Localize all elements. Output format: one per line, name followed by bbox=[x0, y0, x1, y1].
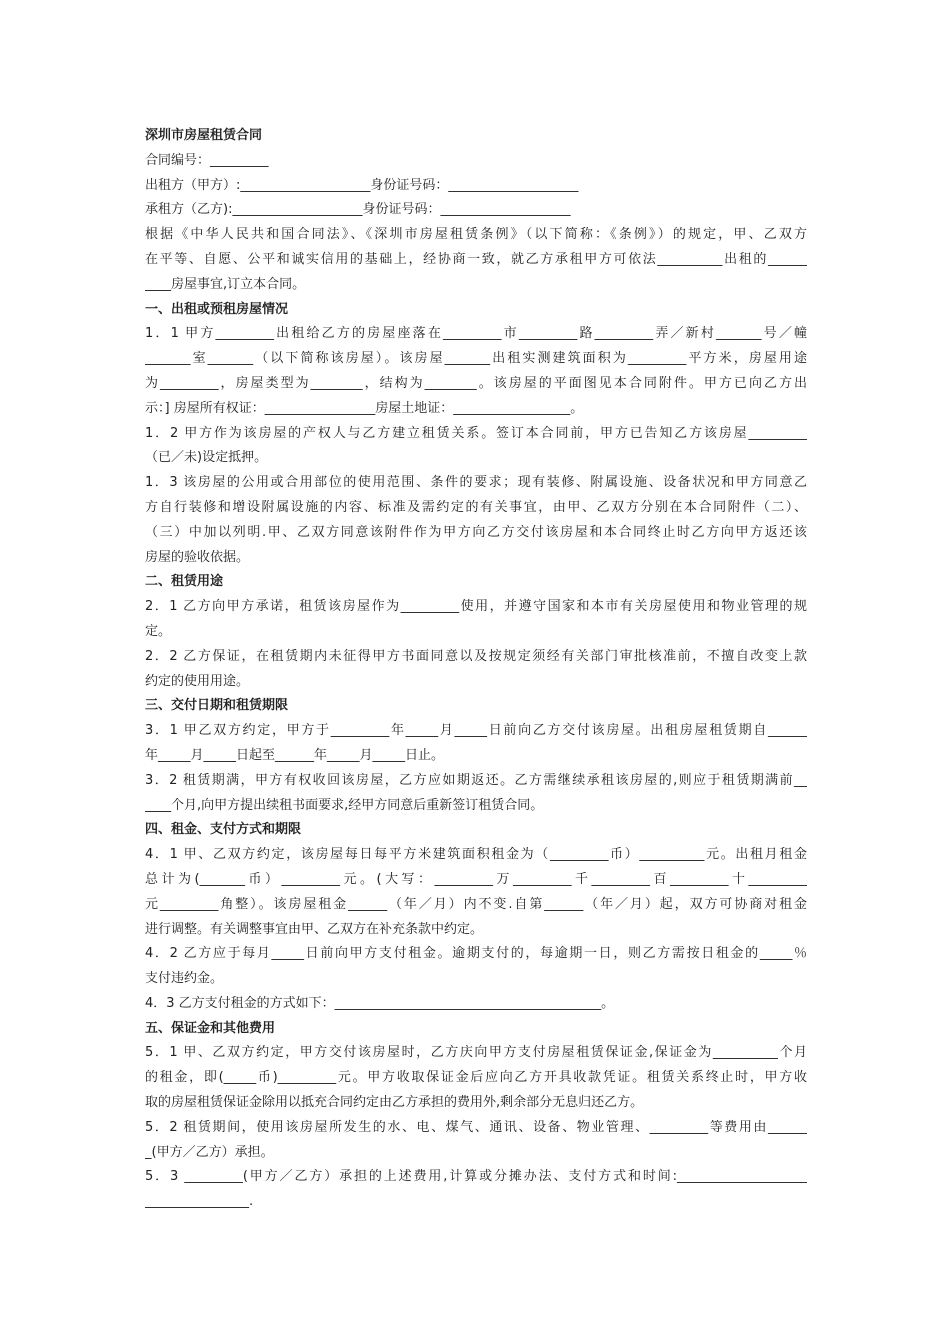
contract-line: 元_________角整）。该房屋租金______（年／月）内不变.自第______（年／月）起，双方可协商对租金 bbox=[145, 896, 807, 912]
contract-line: 总计为(_______币）_________元。(大写：_________万_________千_________百_________十_________ bbox=[145, 871, 807, 887]
contract-line: 4．1 甲、乙双方约定，该房屋每日每平方米建筑面积租金为（_________币）__________元。出租月租金 bbox=[145, 847, 807, 863]
contract-line: 支付违约金。 bbox=[145, 971, 224, 987]
contract-line: 5．3 _________(甲方／乙方）承担的上述费用,计算或分摊办法、支付方式和时间:____________________ bbox=[145, 1169, 807, 1185]
contract-line: 4．2 乙方应于每月_____日前向甲方支付租金。逾期支付的，每逾期一日，则乙方需按日租金的_____％ bbox=[145, 946, 807, 962]
section-heading: 四、租金、支付方式和期限 bbox=[145, 822, 302, 838]
contract-line: 1．3 该房屋的公用或合用部位的使用范围、条件的要求；现有装修、附属设施、设备状况和甲方同意乙 bbox=[145, 475, 807, 491]
contract-line: 出租方（甲方）:____________________身份证号码：____________________ bbox=[145, 177, 579, 193]
contract-page bbox=[145, 124, 807, 1215]
contract-line: 取的房屋租赁保证金除用以抵充合同约定由乙方承担的费用外,剩余部分无息归还乙方。 bbox=[145, 1095, 644, 1111]
contract-body bbox=[145, 149, 807, 1215]
contract-line: 约定的使用用途。 bbox=[145, 673, 250, 689]
contract-line: ________________. bbox=[145, 1194, 254, 1210]
contract-line: ____房屋事宜,订立本合同。 bbox=[145, 276, 306, 292]
contract-line: 根据《中华人民共和国合同法》、《深圳市房屋租赁条例》（以下简称：《条例》）的规定，甲、乙双方 bbox=[145, 227, 807, 243]
contract-line: _(甲方／乙方）承担。 bbox=[145, 1144, 274, 1160]
document-title: 深圳市房屋租赁合同 bbox=[145, 128, 263, 143]
contract-line: 房屋的验收依据。 bbox=[145, 549, 250, 565]
contract-line: 在平等、自愿、公平和诚实信用的基础上，经协商一致，就乙方承租甲方可依法__________出租的______ bbox=[145, 251, 807, 267]
contract-line: 合同编号：_________ bbox=[145, 152, 269, 168]
section-heading: 五、保证金和其他费用 bbox=[145, 1020, 276, 1036]
contract-line: _______室_______（以下简称该房屋）。该房屋_______出租实测建筑面积为_________平方米，房屋用途 bbox=[145, 351, 807, 367]
contract-line: ____个月,向甲方提出续租书面要求,经甲方同意后重新签订租赁合同。 bbox=[145, 797, 544, 813]
contract-line: 年_____月_____日起至______年_____月_____日止。 bbox=[145, 747, 445, 763]
contract-line: 3．1 甲乙双方约定，甲方于_________年_____月_____日前向乙方交付该房屋。出租房屋租赁期自______ bbox=[145, 723, 807, 739]
contract-line: 的租金，即(_____币)_________元。甲方收取保证金后应向乙方开具收款凭证。租赁关系终止时，甲方收 bbox=[145, 1070, 807, 1086]
contract-line: 5．2 租赁期间，使用该房屋所发生的水、电、煤气、通讯、设备、物业管理、_________等费用由______ bbox=[145, 1119, 807, 1135]
contract-line: 方自行装修和增设附属设施的内容、标准及需约定的有关事宜，由甲、乙双方分别在本合同附件（二）、 bbox=[145, 499, 807, 515]
section-heading: 二、租赁用途 bbox=[145, 574, 224, 590]
contract-line: 进行调整。有关调整事宜由甲、乙双方在补充条款中约定。 bbox=[145, 921, 484, 937]
contract-line: 承租方（乙方):____________________身份证号码：____________________ bbox=[145, 202, 571, 218]
contract-line: 为_________，房屋类型为________，结构为________。该房屋的平面图见本合同附件。甲方已向乙方出 bbox=[145, 375, 807, 391]
section-heading: 一、出租或预租房屋情况 bbox=[145, 301, 289, 317]
contract-line: 4．3 乙方支付租金的方式如下：_________________________________________。 bbox=[145, 995, 615, 1011]
contract-line: （三）中加以列明.甲、乙双方同意该附件作为甲方向乙方交付该房屋和本合同终止时乙方向甲方返还该 bbox=[145, 524, 807, 540]
section-heading: 三、交付日期和租赁期限 bbox=[145, 698, 289, 714]
contract-line: 2．2 乙方保证，在租赁期内未征得甲方书面同意以及按规定须经有关部门审批核准前，不擅自改变上款 bbox=[145, 648, 807, 664]
contract-line: 1．1 甲方_________出租给乙方的房屋座落在_________市_________路_________弄／新村_______号／幢 bbox=[145, 326, 807, 342]
contract-line: 2．1 乙方向甲方承诺，租赁该房屋作为_________使用，并遵守国家和本市有关房屋使用和物业管理的规 bbox=[145, 599, 807, 615]
contract-line: 5．1 甲、乙双方约定，甲方交付该房屋时，乙方庆向甲方支付房屋租赁保证金,保证金为__________个月 bbox=[145, 1045, 807, 1061]
contract-line: 1．2 甲方作为该房屋的产权人与乙方建立租赁关系。签订本合同前，甲方已告知乙方该房屋_________ bbox=[145, 425, 807, 441]
contract-line: 3．2 租赁期满，甲方有权收回该房屋，乙方应如期返还。乙方需继续承租该房屋的,则应于租赁期满前__ bbox=[145, 772, 807, 788]
contract-line: （已／未)设定抵押。 bbox=[145, 450, 268, 466]
contract-line: 定。 bbox=[145, 623, 172, 639]
contract-line: 示：] 房屋所有权证：_________________房屋土地证：__________________。 bbox=[145, 400, 584, 416]
